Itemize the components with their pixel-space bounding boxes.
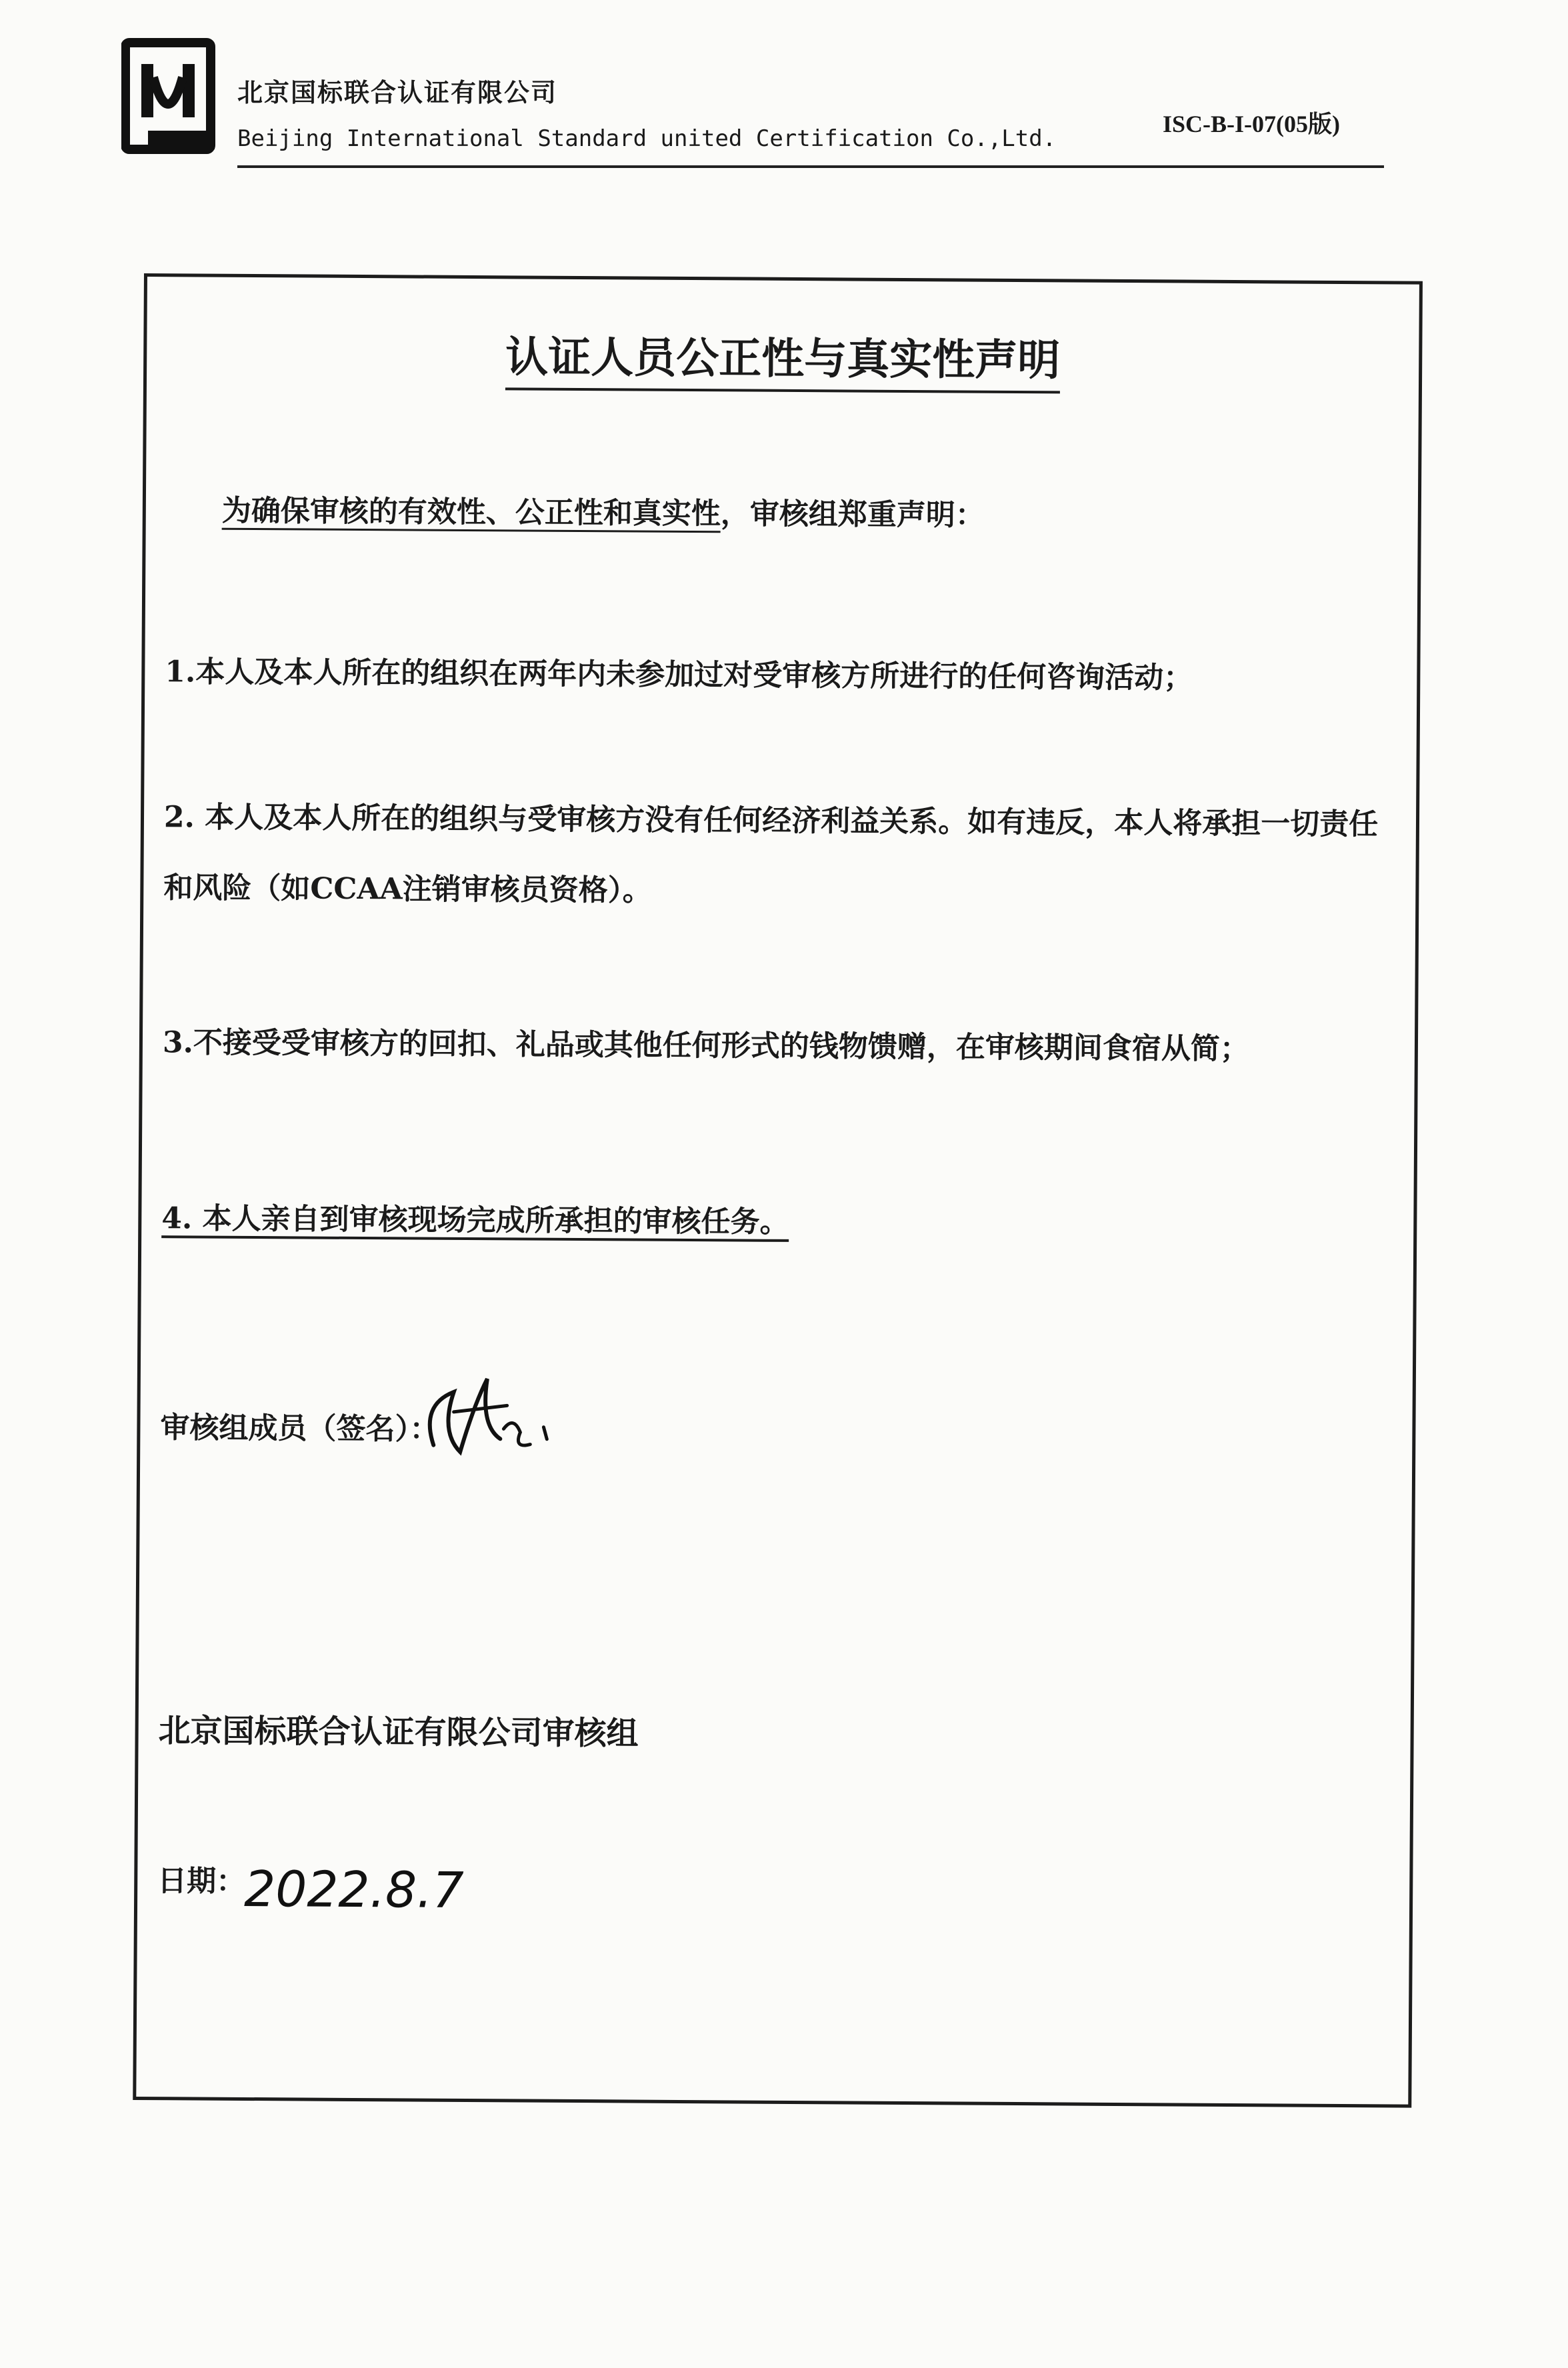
handwritten-date	[231, 1843, 511, 1931]
date-value: 2022.8.7	[243, 1860, 464, 1919]
header-divider	[237, 165, 1384, 168]
declaration-item-2: 2. 本人及本人所在的组织与受审核方没有任何经济利益关系。如有违反，本人将承担一切责任和风险（如CCAA注销审核员资格）。	[163, 800, 1379, 908]
declaration-item-1: 1.本人及本人所在的组织在两年内未参加过对受审核方所进行的任何咨询活动；	[165, 655, 1193, 695]
signature-row	[160, 1383, 439, 1477]
document-code: ISC-B-I-07(05版)	[1163, 111, 1340, 137]
intro-paragraph	[221, 476, 985, 551]
item-4-text: 4. 本人亲自到审核现场完成所承担的审核任务。	[161, 1201, 789, 1242]
signature-label: 审核组成员（签名）：	[160, 1411, 439, 1447]
declaration-title	[147, 321, 1419, 390]
handwritten-signature	[413, 1365, 561, 1479]
title-text: 认证人员公正性与真实性声明	[505, 333, 1061, 393]
declaration-frame	[133, 273, 1423, 2108]
company-name-cn: 北京国标联合认证有限公司	[237, 78, 558, 107]
company-name-en: Beijing International Standard united Certification Co.,Ltd.	[237, 125, 1057, 152]
intro-rest: ，审核组郑重声明：	[720, 497, 985, 533]
date-row	[157, 1830, 464, 1937]
intro-underlined: 为确保审核的有效性、公正性和真实性	[222, 494, 721, 533]
declaration-item-4	[161, 1183, 789, 1258]
company-logo	[121, 37, 221, 157]
date-label: 日期：	[157, 1864, 246, 1899]
declaration-item-3: 3.不接受受审核方的回扣、礼品或其他任何形式的钱物馈赠，在审核期间食宿从简；	[162, 1025, 1250, 1067]
letterhead	[0, 0, 1568, 187]
organization-signature: 北京国标联合认证有限公司审核组	[158, 1712, 639, 1753]
